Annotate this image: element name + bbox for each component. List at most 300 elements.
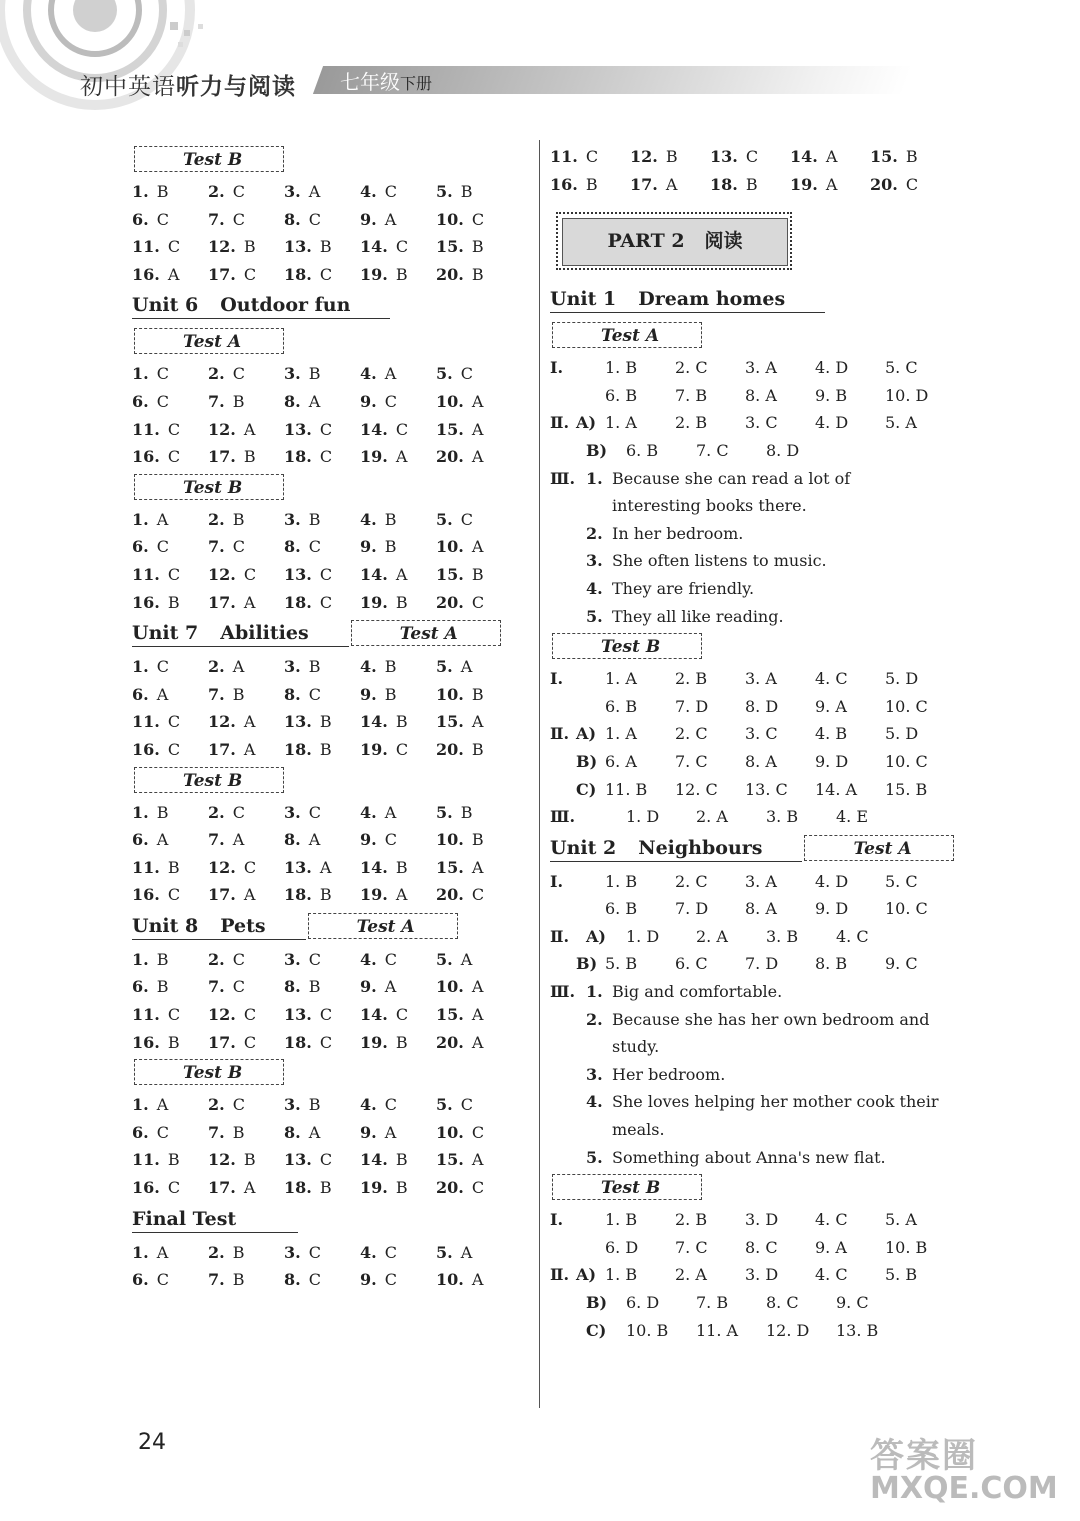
answer-item: 6. B: [605, 696, 638, 716]
answer-letter: B: [319, 1178, 332, 1198]
answer-item: [132, 1146, 208, 1174]
answer-item: [550, 143, 630, 171]
question-number: 1.: [132, 1095, 149, 1115]
answer-item: 3. C: [745, 413, 778, 433]
question-number: 2.: [208, 657, 225, 677]
answer-letter: B: [395, 1178, 408, 1198]
answer-item: 10. C: [885, 899, 928, 919]
grade-label: 七年级下册: [340, 70, 433, 94]
section-numeral: [550, 1116, 586, 1144]
answer-item: [208, 1239, 284, 1267]
answer-item: [208, 443, 284, 471]
answer-item: [436, 360, 512, 388]
question-number: [586, 1116, 612, 1144]
answer-item: [284, 1266, 360, 1294]
answer-item: [436, 681, 512, 709]
answer-item: 3. A: [745, 669, 777, 689]
section-numeral: [550, 1144, 586, 1172]
answer-item: [208, 1029, 284, 1057]
sentence-answer: [550, 575, 955, 603]
answer-letter: B: [232, 1122, 245, 1142]
answer-item: [360, 1001, 436, 1029]
answer-row: [132, 854, 512, 882]
question-number: 10.: [436, 1270, 464, 1290]
question-number: 3.: [586, 551, 603, 571]
question-number: 13.: [284, 1005, 312, 1025]
book-title: 初中英语听力与阅读: [80, 74, 296, 100]
answer-item: [132, 826, 208, 854]
answer-item: 3. C: [745, 724, 778, 744]
answer-item: [284, 443, 360, 471]
answer-row: [132, 233, 512, 261]
question-number: 19.: [360, 264, 388, 284]
answer-row: [550, 776, 955, 804]
answer-row: [132, 799, 512, 827]
header-decoration: [0, 0, 230, 120]
answer-item: [710, 171, 790, 199]
section-numeral: [550, 776, 576, 804]
question-number: [586, 1033, 612, 1061]
answer-item: [360, 561, 436, 589]
answer-letter: C: [243, 1005, 257, 1025]
question-number: 11.: [550, 147, 578, 166]
answer-item: 9. B: [815, 385, 848, 405]
question-number: 1.: [132, 802, 149, 822]
question-number: 11.: [132, 237, 160, 257]
answer-item: 1. B: [605, 1210, 638, 1230]
answer-item: [208, 708, 284, 736]
answer-item: [132, 1239, 208, 1267]
answer-item: [208, 506, 284, 534]
section-numeral: [550, 950, 576, 978]
answer-item: [132, 589, 208, 617]
answer-row: [132, 561, 512, 589]
answer-letter: B: [232, 684, 245, 704]
answer-item: [132, 443, 208, 471]
answer-letter: A: [471, 857, 484, 877]
section-numeral: [550, 437, 586, 465]
answer-row: [132, 653, 512, 681]
answer-text: They all like reading.: [612, 606, 784, 626]
answer-item: 5. A: [885, 1210, 917, 1230]
question-number: 20.: [436, 447, 464, 467]
answer-item: [208, 799, 284, 827]
question-number: 6.: [132, 830, 149, 850]
question-number: 3.: [284, 182, 301, 201]
answer-letter: C: [308, 1242, 321, 1262]
answer-item: [284, 1119, 360, 1147]
answer-letter: A: [243, 592, 256, 612]
answer-item: [208, 653, 284, 681]
answer-letter: C: [395, 237, 409, 257]
question-number: 3.: [284, 509, 301, 529]
answer-letter: B: [243, 237, 256, 257]
answer-row: [132, 261, 512, 289]
question-number: 20.: [436, 885, 464, 905]
answer-item: 6. D: [605, 1237, 639, 1257]
question-number: 7.: [208, 684, 225, 704]
answer-letter: C: [232, 209, 245, 229]
question-number: 15.: [436, 1150, 464, 1170]
question-number: 10.: [436, 684, 464, 704]
answer-letter: C: [395, 739, 409, 759]
answer-row: [132, 1266, 512, 1294]
question-number: 9.: [360, 1122, 377, 1142]
answer-item: [360, 1174, 436, 1202]
answer-item: [208, 1266, 284, 1294]
question-number: 11.: [132, 419, 160, 439]
answer-item: 1. B: [605, 1265, 638, 1285]
answer-row: [132, 946, 512, 974]
question-number: 9.: [360, 391, 377, 411]
answer-items: [605, 1234, 955, 1262]
section-numeral: Ⅲ.: [550, 468, 576, 488]
answer-row: [550, 923, 955, 951]
answer-letter: C: [156, 1270, 169, 1290]
answer-letter: C: [319, 419, 333, 439]
subsection-label: A): [576, 1265, 597, 1285]
question-number: 14.: [360, 237, 388, 257]
question-number: 19.: [360, 447, 388, 467]
answer-letter: A: [232, 830, 245, 850]
answer-text: meals.: [612, 1120, 665, 1140]
answer-letter: B: [167, 1150, 180, 1170]
answer-item: [284, 1239, 360, 1267]
answer-letter: B: [471, 237, 484, 257]
question-number: 4.: [360, 657, 377, 677]
answer-letter: B: [156, 977, 169, 997]
question-number: 17.: [208, 1178, 236, 1198]
subsection-label: [576, 1206, 605, 1234]
answer-item: [208, 589, 284, 617]
answer-letter: B: [395, 264, 408, 284]
question-number: 9.: [360, 1270, 377, 1290]
answer-letter: C: [319, 1150, 333, 1170]
answer-item: [132, 233, 208, 261]
question-number: 11.: [132, 1150, 160, 1170]
answer-row: [550, 1261, 955, 1289]
answer-item: [360, 973, 436, 1001]
unit-title: Pets: [220, 914, 266, 937]
answer-letter: C: [384, 1270, 397, 1290]
answer-item: [360, 1146, 436, 1174]
question-number: 17.: [208, 592, 236, 612]
question-number: 20.: [436, 1178, 464, 1198]
question-number: 8.: [284, 830, 301, 850]
answer-item: 4. C: [815, 1210, 848, 1230]
answer-item: 5. B: [605, 954, 638, 974]
answer-row: [132, 1091, 512, 1119]
answer-item: 2. C: [675, 871, 708, 891]
answer-letter: C: [243, 564, 257, 584]
question-number: 18.: [284, 885, 312, 905]
question-number: 7.: [208, 209, 225, 229]
answer-letter: A: [471, 1270, 484, 1290]
answer-item: [284, 1146, 360, 1174]
answer-letter: A: [395, 447, 408, 467]
answer-letter: B: [395, 1150, 408, 1170]
answer-item: 5. B: [885, 1265, 918, 1285]
question-number: 13.: [284, 237, 312, 257]
unit-number: Unit 8: [132, 914, 199, 937]
answer-letter: C: [460, 1095, 473, 1115]
question-number: 12.: [208, 564, 236, 584]
answer-row: [550, 950, 955, 978]
question-number: 1.: [132, 1242, 149, 1262]
answer-item: [208, 854, 284, 882]
question-number: 5.: [436, 657, 453, 677]
answer-item: [284, 1029, 360, 1057]
section-numeral: [550, 1061, 586, 1089]
section-numeral: [550, 1317, 586, 1345]
answer-item: 5. C: [885, 871, 918, 891]
answer-item: 2. C: [675, 358, 708, 378]
answer-item: [360, 360, 436, 388]
question-number: 6.: [132, 537, 149, 557]
subsection-label: C): [586, 1320, 607, 1340]
answer-item: 1. B: [605, 358, 638, 378]
subsection-label: C): [576, 779, 597, 799]
answer-items: [605, 776, 955, 804]
answer-items: [605, 748, 955, 776]
answer-item: [360, 233, 436, 261]
answer-item: [132, 681, 208, 709]
test-label: Test B: [134, 474, 284, 500]
answer-row: [550, 693, 955, 721]
answer-letter: A: [384, 977, 397, 997]
answer-items: [605, 693, 955, 721]
sentence-answer: [550, 1033, 955, 1061]
test-label: Test B: [552, 1174, 702, 1200]
subsection-label: A): [586, 926, 606, 946]
answer-item: [436, 1091, 512, 1119]
answer-item: [436, 799, 512, 827]
answer-letter: C: [471, 592, 485, 612]
answer-items: [605, 950, 955, 978]
question-number: 7.: [208, 977, 225, 997]
answer-item: [710, 143, 790, 171]
answer-item: [436, 178, 512, 206]
question-number: 15.: [436, 237, 464, 257]
answer-item: [284, 388, 360, 416]
answer-item: [284, 360, 360, 388]
question-number: 20.: [436, 592, 464, 612]
question-number: 17.: [208, 885, 236, 905]
question-number: 15.: [436, 712, 464, 732]
answer-letter: B: [319, 885, 332, 905]
answer-item: [360, 589, 436, 617]
answer-item: [360, 736, 436, 764]
question-number: 16.: [132, 264, 160, 284]
answer-letter: A: [471, 712, 484, 732]
answer-item: [436, 589, 512, 617]
answer-items: [605, 720, 955, 748]
answer-letter: A: [156, 684, 169, 704]
answer-letter: B: [308, 509, 321, 529]
answer-letter: C: [167, 1178, 181, 1198]
answer-item: [360, 946, 436, 974]
answer-letter: C: [319, 1005, 333, 1025]
answer-letter: B: [308, 977, 321, 997]
answer-item: [284, 854, 360, 882]
answer-row: [550, 720, 955, 748]
answer-item: 7. D: [675, 696, 709, 716]
answer-letter: C: [384, 391, 397, 411]
sentence-answer: [550, 1116, 955, 1144]
answer-item: [132, 1119, 208, 1147]
section-numeral: Ⅰ.: [550, 358, 564, 378]
sentence-answer: [550, 603, 955, 631]
answer-letter: A: [319, 857, 332, 877]
answer-row: [550, 868, 955, 896]
question-number: 5.: [436, 949, 453, 969]
answer-item: [436, 1239, 512, 1267]
watermark: 答案圈 MXQE.COM: [870, 1436, 1058, 1506]
answer-letter: B: [308, 364, 321, 384]
answer-item: [208, 826, 284, 854]
question-number: 16.: [132, 1178, 160, 1198]
answer-letter: B: [308, 657, 321, 677]
question-number: 19.: [790, 174, 818, 194]
answer-item: [284, 708, 360, 736]
answer-item: [360, 443, 436, 471]
answer-letter: C: [167, 1005, 181, 1025]
question-number: 2.: [208, 182, 225, 201]
answer-item: 10. B: [885, 1237, 928, 1257]
section-numeral: Ⅱ.: [550, 926, 570, 946]
answer-item: [436, 736, 512, 764]
question-number: 13.: [284, 419, 312, 439]
question-number: 16.: [132, 592, 160, 612]
answer-text: They are friendly.: [612, 578, 755, 598]
sentence-answer: [550, 1061, 955, 1089]
question-number: 14.: [360, 1150, 388, 1170]
answer-item: 14. A: [815, 779, 858, 799]
answer-letter: C: [460, 509, 473, 529]
answer-item: 1. A: [605, 669, 637, 689]
answer-item: [208, 881, 284, 909]
question-number: 18.: [284, 1032, 312, 1052]
question-number: 16.: [132, 885, 160, 905]
answer-letter: B: [395, 857, 408, 877]
answer-item: 8. A: [745, 385, 777, 405]
answer-item: [360, 206, 436, 234]
answer-letter: B: [745, 174, 758, 194]
subsection-label: [576, 868, 605, 896]
answer-item: 2. B: [675, 413, 708, 433]
question-number: 18.: [284, 592, 312, 612]
answer-item: [208, 178, 284, 206]
question-number: 7.: [208, 537, 225, 557]
answer-item: [790, 171, 870, 199]
answer-item: [284, 973, 360, 1001]
answer-letter: C: [243, 264, 257, 284]
answer-item: [284, 178, 360, 206]
question-number: 7.: [208, 1270, 225, 1290]
answer-letter: C: [156, 1122, 169, 1142]
answer-item: [132, 946, 208, 974]
question-number: 12.: [208, 1005, 236, 1025]
answer-item: 3. B: [766, 926, 799, 946]
question-number: 19.: [360, 1032, 388, 1052]
answer-row: [550, 1206, 955, 1234]
answer-item: [132, 388, 208, 416]
answer-letter: A: [243, 739, 256, 759]
answer-item: [284, 533, 360, 561]
answer-item: 2. A: [675, 1265, 707, 1285]
question-number: 17.: [630, 174, 658, 194]
answer-item: 4. C: [815, 669, 848, 689]
answer-item: 2. B: [675, 1210, 708, 1230]
answer-letter: B: [243, 1150, 256, 1170]
answer-item: [208, 681, 284, 709]
answer-item: [284, 261, 360, 289]
answer-item: [208, 360, 284, 388]
question-number: 1.: [586, 982, 603, 1002]
test-label: Test A: [804, 835, 954, 861]
answer-letter: B: [308, 1095, 321, 1115]
question-number: 10.: [436, 537, 464, 557]
answer-letter: A: [471, 419, 484, 439]
answer-item: [284, 589, 360, 617]
answer-item: 3. D: [745, 1265, 779, 1285]
answer-letter: B: [905, 147, 918, 166]
answer-letter: A: [471, 977, 484, 997]
question-number: 11.: [132, 564, 160, 584]
question-number: 8.: [284, 684, 301, 704]
question-number: 9.: [360, 977, 377, 997]
answer-letter: C: [471, 209, 485, 229]
answer-letter: C: [232, 537, 245, 557]
answer-item: 10. C: [885, 751, 928, 771]
answer-item: 7. C: [696, 440, 729, 460]
answer-letter: A: [308, 391, 321, 411]
answer-item: [284, 946, 360, 974]
answer-letter: A: [243, 419, 256, 439]
answer-letter: C: [232, 182, 245, 201]
answer-item: [630, 171, 710, 199]
question-number: 4.: [586, 578, 603, 598]
answer-item: [360, 261, 436, 289]
answer-items: [605, 409, 955, 437]
answer-item: 5. D: [885, 669, 919, 689]
answer-letter: B: [232, 1242, 245, 1262]
answer-letter: A: [471, 1032, 484, 1052]
question-number: 6.: [132, 1122, 149, 1142]
section-numeral: Ⅰ.: [550, 1210, 564, 1230]
question-number: 1.: [586, 468, 603, 488]
test-label: Test A: [552, 322, 702, 348]
answer-row: [132, 1146, 512, 1174]
section-numeral: [550, 895, 576, 923]
question-number: 14.: [360, 1005, 388, 1025]
unit-number: Unit 2: [550, 836, 617, 859]
answer-letter: B: [232, 1270, 245, 1290]
answer-item: [436, 826, 512, 854]
answer-letter: C: [308, 949, 321, 969]
section-numeral: Ⅰ.: [550, 871, 564, 891]
answer-letter: C: [319, 1032, 333, 1052]
answer-item: [436, 1119, 512, 1147]
section-numeral: [550, 520, 586, 548]
answer-item: 8. D: [745, 696, 779, 716]
answer-letter: A: [460, 949, 473, 969]
left-column: [132, 143, 512, 1294]
test-label: Test B: [552, 633, 702, 659]
answer-item: 7. B: [675, 385, 708, 405]
answer-item: [870, 171, 950, 199]
answer-item: [360, 506, 436, 534]
